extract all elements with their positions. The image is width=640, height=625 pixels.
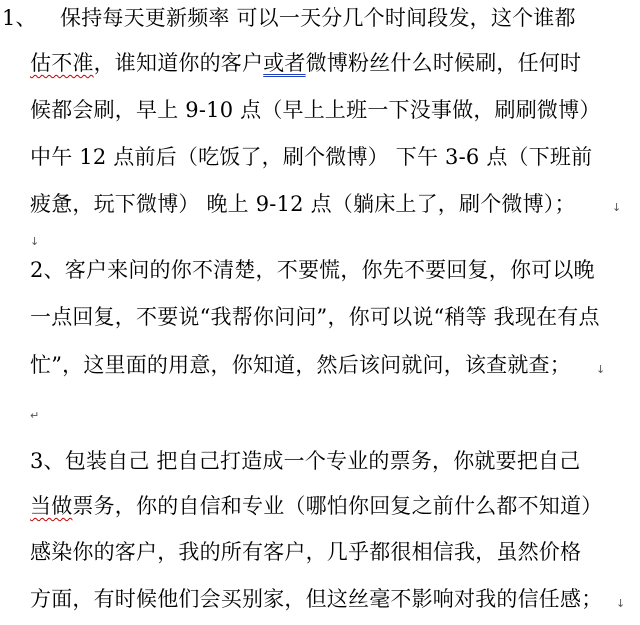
- paragraph-2-line-1: 2、客户来问的你不清楚，不要慌，你先不要回复，你可以晚: [30, 258, 595, 282]
- line-break-icon: ↵: [30, 409, 40, 422]
- paragraph-1-line-1: 保持每天更新频率 可以一天分几个时间段发，这个谁都: [60, 6, 576, 30]
- text-run: ，谁知道你的客户: [93, 51, 264, 75]
- paragraph-3-line-2: [30, 492, 602, 520]
- text-run: 微博粉丝什么时候刷，任何时: [305, 51, 582, 75]
- paragraph-3-line-1: 3、包装自己 把自己打造成一个专业的票务，你就要把自己: [30, 449, 581, 473]
- paragraph-1-line-3: 候都会刷，早上 9-10 点（早上上班一下没事做，刷刷微博）: [30, 98, 601, 122]
- paragraph-3-line-3: 感染你的客户，我的所有客户，几乎都很相信我，虽然价格: [30, 540, 582, 564]
- grammar-mark-word: 或者: [263, 51, 306, 75]
- paragraph-1-line-2: [30, 49, 581, 77]
- paragraph-1-line-4: 中午 12 点前后（吃饭了，刷个微博） 下午 3-6 点（下班前: [30, 145, 593, 169]
- line-break-icon: ↓: [30, 235, 40, 248]
- spellcheck-word: 估不准: [30, 51, 94, 75]
- spellcheck-word: 当做: [30, 494, 73, 518]
- paragraph-1-line-5: 疲惫，玩下微博） 晚上 9-12 点（躺床上了，刷个微博）；: [30, 192, 576, 216]
- paragraph-1-number: 1、: [2, 6, 37, 30]
- paragraph-end-icon: ↓: [616, 597, 626, 610]
- paragraph-end-icon: ↓: [612, 201, 622, 214]
- paragraph-2-line-2: 一点回复，不要说“我帮你问问”，你可以说“稍等 我现在有点: [30, 305, 600, 329]
- text-run: 票务，你的自信和专业（哪怕你回复之前什么都不知道）: [72, 494, 603, 518]
- paragraph-2-line-3: 忙”，这里面的用意，你知道，然后该问就问，该查就查；: [30, 353, 571, 377]
- paragraph-end-icon: ↓: [596, 363, 606, 376]
- paragraph-3-line-4: 方面，有时候他们会买别家，但这丝毫不影响对我的信任感；: [30, 587, 603, 611]
